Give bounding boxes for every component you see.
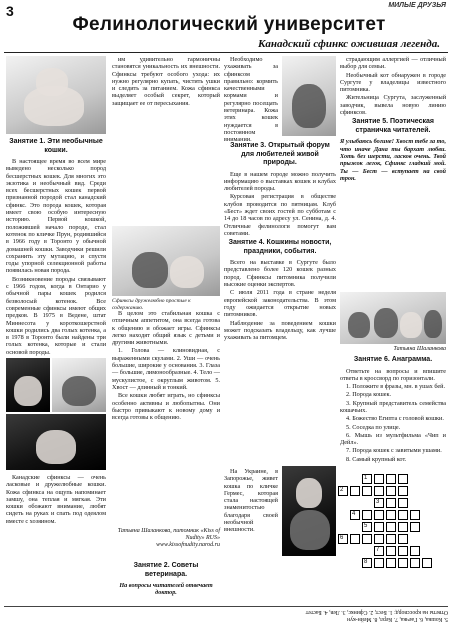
- column-1-bottom: [6, 474, 106, 604]
- column-3-bottom: [224, 468, 278, 606]
- woman-with-cat-photo: [282, 466, 336, 556]
- col1-paragraph-1: В настоящее время во всем мире выведено несколько пород бесшерстных кошек. Для многих это экзотика и необычный вид. Среди всех бесшерстных кошек первой признанной породой стал канадский сфинкс. Это порода кошек, которая имеет свою особую интересную историю. Первой кошкой, положившей начало породе, стал котенок по кличке Прун, родившийся в 1966 году в Торонто у обычной домашней кошки. Заводчики решили сохранить эту мутацию, и спустя годы упорной селекционной работы появилась новая порода.: [6, 158, 106, 275]
- footer-rule: [4, 606, 448, 607]
- vet-question: На вопросы читателей отвечает доктор.: [119, 582, 213, 597]
- author-name: Татьяна Шаланкова, питомник «Kiss of Nudity» RUS»: [117, 528, 220, 541]
- col1-paragraph-3: Канадские сфинксы — очень ласковые и дружелюбные кошки. Кожа сфинкса на ощупь напоминает замшу, она теплая и мягкая. Эти кошки обожают внимание, любят сидеть на руках и спать под одеялом вместе с хозяином.: [6, 474, 106, 525]
- answers-footer: [4, 608, 448, 622]
- col1-paragraph-2: Возникновение породы связывают с 1966 годом, когда в Онтарио у обычной пары кошек родился безволосый котенок. Все современные сфинксы имеют общих предков. В 1975 в Ведене, штат Миннесота у короткошерстной кошки родились два голых котенка, а в 1978 в Торонто были найдены три голых котенка, которые и стали основой породы.: [6, 275, 106, 356]
- photo-caption-1: Сфинксы дружелюбно простые к содержанию.: [112, 298, 191, 311]
- crossword-grid: [338, 466, 446, 578]
- col3-paragraph-5: С июля 2011 года в стране неделя европейской законодательства. В этом году ожидается открытие новых питомников.: [224, 289, 336, 319]
- lesson-2-heading: Занятие 2. Советы ветеринара.: [133, 562, 199, 578]
- sphynx-photo-5: [112, 226, 220, 296]
- crossword-cell[interactable]: [386, 486, 396, 496]
- crossword-cell[interactable]: 6: [338, 534, 348, 544]
- lesson-3-heading: Занятие 3. Открытый форум для любителей живой природы.: [230, 142, 330, 166]
- crossword-cell[interactable]: [350, 486, 360, 496]
- sphynx-photo-2: [6, 358, 50, 412]
- crossword-cell[interactable]: [386, 498, 396, 508]
- col4-paragraph-2: Необычный кот обнаружен в городе Сургуте у владелицы известного питомника.: [340, 71, 446, 94]
- column-2: [112, 56, 220, 224]
- crossword-cell[interactable]: [386, 534, 396, 544]
- col4-paragraph-1: страдающим аллергией — отличный выбор для семьи.: [340, 56, 446, 71]
- sphynx-photo-6: [282, 56, 336, 136]
- crossword-cell[interactable]: [398, 510, 408, 520]
- crossword-cell[interactable]: [410, 546, 420, 556]
- col3-paragraph-4: Всего на выставке в Сургуте было представлено более 120 кошек разных пород. Сфинксы питомника получили высокие оценки экспертов.: [224, 259, 336, 289]
- col2-paragraph-3: Все кошки любят играть, но сфинксы особенно активны и любопытны. Они быстро привыкают к новому дому и всегда готовы к общению.: [112, 392, 220, 422]
- crossword-cell[interactable]: [398, 546, 408, 556]
- lesson-1-heading: Занятие 1. Эти необычные кошки.: [9, 138, 103, 154]
- crossword-cell[interactable]: 5: [362, 522, 372, 532]
- crossword-cell[interactable]: 8: [362, 558, 372, 568]
- sphynx-photo-4: [6, 414, 106, 470]
- puzzle-intro: Ответьте на вопросы и впишите ответы в кроссворд по горизонтали.: [340, 367, 446, 382]
- crossword-cell[interactable]: [398, 522, 408, 532]
- crossword-cell[interactable]: [386, 510, 396, 520]
- crossword-cell[interactable]: [362, 510, 372, 520]
- crossword-cell[interactable]: [398, 498, 408, 508]
- puzzle-q7: 7. Порода кошек с завитыми ушами.: [346, 447, 442, 455]
- page-number: 3: [6, 3, 14, 19]
- column-4-top: [340, 56, 446, 216]
- lesson-6-heading: Занятие 6. Анаграмма.: [353, 356, 433, 363]
- crossword-cell[interactable]: [374, 522, 384, 532]
- page-title: Фелинологический университет: [72, 14, 386, 35]
- crossword-cell[interactable]: [398, 486, 408, 496]
- sphynx-photo-1: [6, 56, 106, 134]
- lesson-4-heading: Занятие 4. Кошкины новости, праздники, события.: [228, 239, 332, 255]
- crossword-cell[interactable]: [422, 558, 432, 568]
- author-signature: [112, 528, 220, 549]
- crossword-cell[interactable]: [410, 558, 420, 568]
- col4-paragraph-3: Жительница Сургута, заслуженный заводчик, вывела новую линию сфинксов.: [340, 94, 446, 117]
- crossword-cell[interactable]: [374, 558, 384, 568]
- crossword-cell[interactable]: 3: [374, 498, 384, 508]
- crossword-cell[interactable]: [386, 546, 396, 556]
- puzzle-q1: 1. Положите в фразы, мн. в ушах бей.: [346, 383, 445, 391]
- col2-paragraph-1: им удивительно гармоничны становятся уникальность их внешности. Сфинксы требуют особого ухода: их нужно регулярно купать, чистить ушки и следить за питанием. Кожа сфинкса выделяет особый секрет, который защищает ее от пересыхания.: [112, 56, 220, 107]
- answers-line-1: Ответы на кроссворд: 1. Бест, 2. Сфинкс, 3. Лев, 4. Бастет: [305, 609, 448, 615]
- crossword-cell[interactable]: [398, 558, 408, 568]
- col2-list: 1. Голова — клиновидная, с выраженными скулами. 2. Уши — очень большие, широкие у основания. 3. Глаза — большие, лимонообразные. 4. Тело — мускулистое, с округлым животом. 5. Хвост — длинный и тонкий.: [112, 347, 220, 391]
- crossword-cell[interactable]: [362, 534, 372, 544]
- puzzle-q2: 2. Порода кошек.: [346, 391, 392, 399]
- crossword-cell[interactable]: [386, 558, 396, 568]
- crossword-cell[interactable]: [410, 510, 420, 520]
- crossword-cell[interactable]: [374, 510, 384, 520]
- crossword-cell[interactable]: [374, 534, 384, 544]
- col3-paragraph-1: Необходимо ухаживать за сфинксом правильно: кормить качественными кормами и регулярно посещать ветеринара. Кожа этих кошек нуждается в постоянном внимании.: [224, 56, 278, 144]
- crossword-cell[interactable]: [374, 474, 384, 484]
- col3-paragraph-6: Наблюдение за поведением кошки может подсказать владельцу, как лучше ухаживать за питомцем.: [224, 319, 336, 342]
- column-2-bottom: [112, 560, 220, 606]
- header-rule: [4, 52, 448, 53]
- crossword-cell[interactable]: [362, 486, 372, 496]
- crossword-cell[interactable]: [398, 474, 408, 484]
- puzzle-q6: 6. Мышь из мультфильма «Чип и Дейл».: [340, 431, 446, 447]
- reader-poem: Я улыбаюсь богине! Хвост тебе за то, что иначе Дана ты бархат любви. Хоть без шерсти, ласков очень. Твой прыжок легок, Сфинкс гладкий мой. Ты — Бест — вступает на свой трон.: [340, 138, 446, 182]
- column-3-top-text: [224, 56, 278, 144]
- poem-signature: Татьяна Шаланкова: [393, 346, 446, 352]
- column-4-puzzle: [340, 354, 446, 466]
- crossword-cell[interactable]: [398, 534, 408, 544]
- column-2-middle: [112, 310, 220, 500]
- col3-paragraph-7: На Украине, в Запорожье, живет кошка по кличке Гермес, которая стала настоящей знаменитостью благодаря своей необычной внешности.: [224, 468, 278, 534]
- author-url[interactable]: www.kissofnudity.narod.ru: [156, 542, 220, 548]
- crossword-cell[interactable]: 7: [374, 546, 384, 556]
- sphynx-photo-3: [52, 358, 106, 412]
- lesson-5-heading: Занятие 5. Поэтическая страничка читателей.: [352, 118, 434, 134]
- crossword-cell[interactable]: 2: [338, 486, 348, 496]
- page-subtitle: Канадский сфинкс ожившая легенда.: [257, 38, 440, 50]
- col3-paragraph-3: Курсовая регистрация в обществе клубов проводится по пятницам. Клуб «Бест» ждет своих гостей по субботам с 14 до 18 часов по адресу ул. Сенина, д. 4. Отличные фелинологи помогут вам советами.: [224, 193, 336, 237]
- brand-logo: МИЛЫЕ ДРУЗЬЯ: [388, 2, 446, 9]
- puzzle-q3: 3. Крупный представитель семейства кошачьих.: [340, 399, 446, 414]
- crossword-cell[interactable]: 1: [362, 474, 372, 484]
- sphynx-group-photo: [340, 292, 446, 344]
- crossword-cell[interactable]: [386, 522, 396, 532]
- puzzle-q5: 5. Соседка по улице.: [346, 423, 401, 431]
- crossword-cell[interactable]: [374, 486, 384, 496]
- column-3: [224, 140, 336, 480]
- crossword-cell[interactable]: [410, 522, 420, 532]
- col3-paragraph-2: Еще в нашем городе можно получить информацию о выставках кошек и клубах любителей породы.: [224, 170, 336, 193]
- crossword-cell[interactable]: [350, 534, 360, 544]
- puzzle-q4: 4. Божество Египта с головой кошки.: [346, 415, 444, 423]
- crossword-cell[interactable]: 4: [350, 510, 360, 520]
- answers-line-2: 5. Кошка, 6. Гаечка, 7. Керл, 8. Мейн-кун: [346, 616, 448, 622]
- crossword-cell[interactable]: [386, 474, 396, 484]
- col2-paragraph-2: В целом это стабильная кошка с отличным аппетитом, она всегда готова к общению и обожает игры. Сфинксы легко находят общий язык с детьми и другими животными.: [112, 310, 220, 347]
- column-1: [6, 136, 106, 356]
- puzzle-q8: 8. Самый крупный кот.: [346, 455, 407, 463]
